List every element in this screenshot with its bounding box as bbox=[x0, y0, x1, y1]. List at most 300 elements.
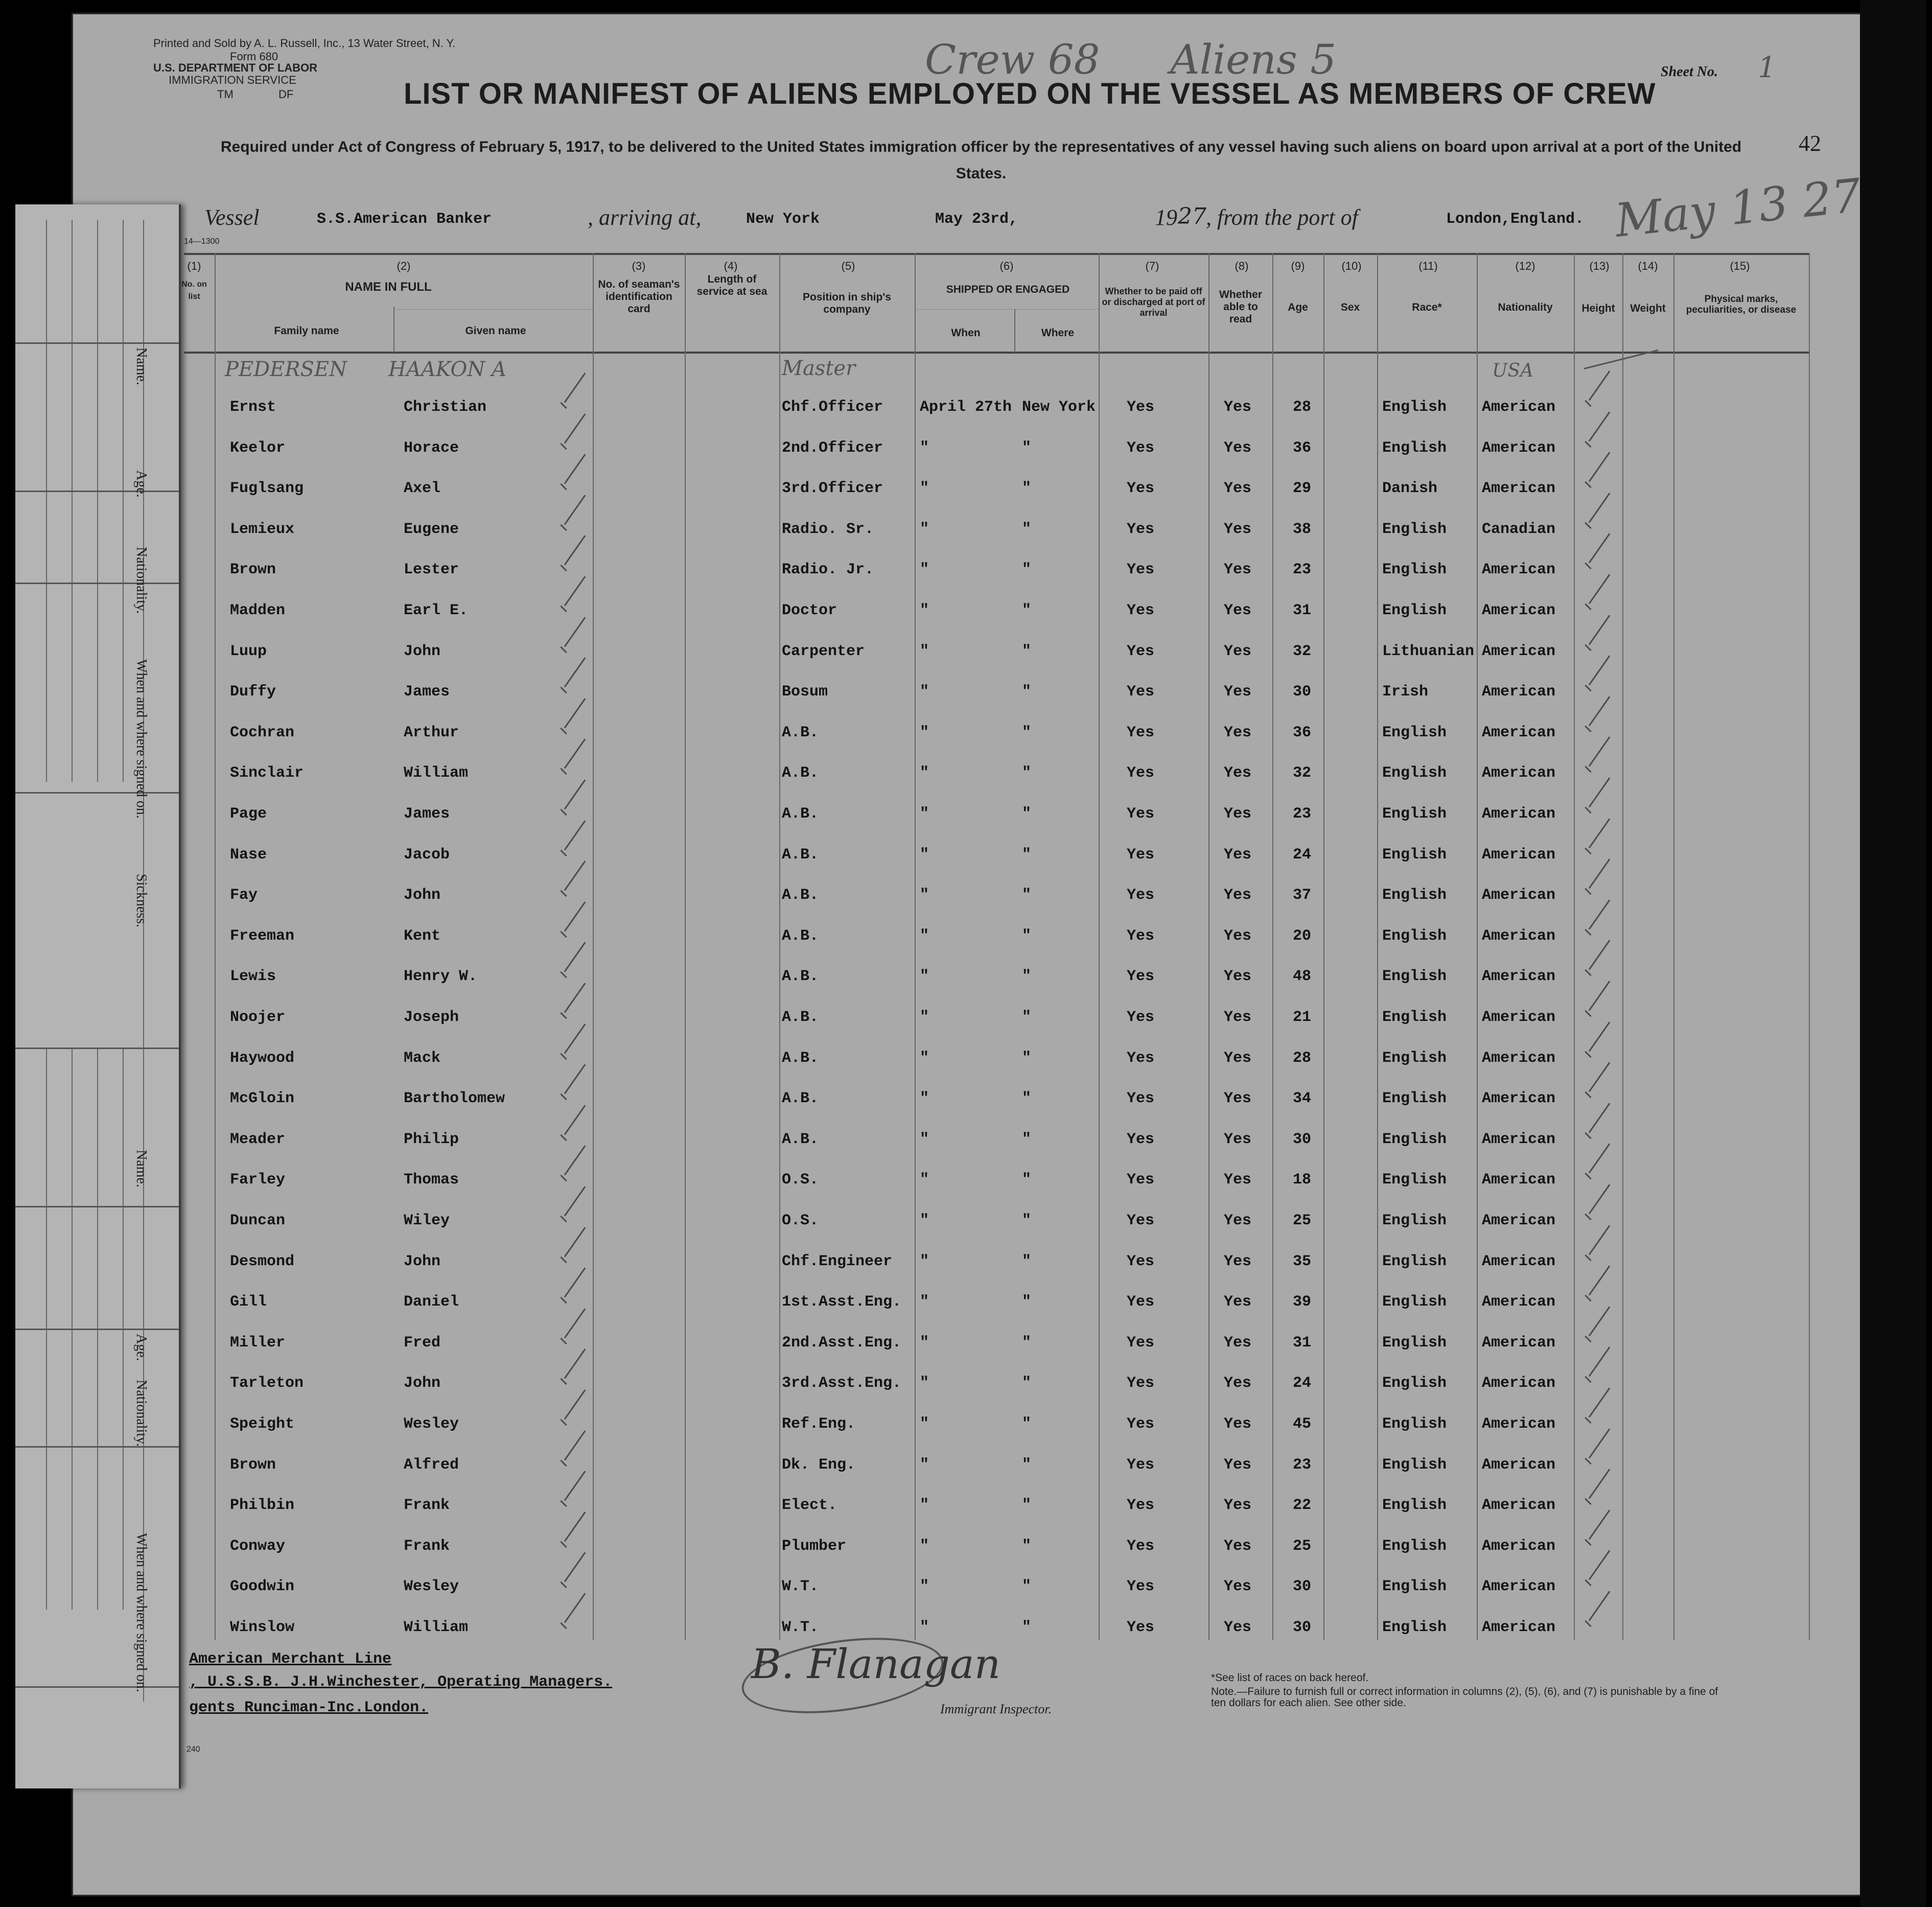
shipped-when: " bbox=[920, 1375, 929, 1392]
position: A.B. bbox=[782, 724, 819, 741]
able-to-read: Yes bbox=[1224, 1334, 1252, 1352]
col-num-10: (10) bbox=[1341, 260, 1362, 272]
given-name: Henry W. bbox=[404, 968, 478, 986]
able-to-read: Yes bbox=[1224, 561, 1252, 579]
col-head-paid-off: Whether to be paid off or discharged at port of arrival bbox=[1102, 286, 1205, 318]
given-name: John bbox=[404, 887, 441, 904]
family-name: Sinclair bbox=[230, 764, 304, 782]
strip-label-signed-on: When and where signed on. bbox=[133, 659, 149, 819]
able-to-read: Yes bbox=[1224, 1293, 1252, 1311]
id-card-check-mark bbox=[560, 799, 590, 822]
family-name: Meader bbox=[230, 1130, 286, 1148]
table-row bbox=[0, 1567, 1809, 1608]
position: Doctor bbox=[782, 602, 837, 619]
strip-label-signed-on-2: When and where signed on. bbox=[133, 1533, 149, 1692]
id-card-check-mark bbox=[560, 1368, 590, 1391]
shipped-when: " bbox=[920, 968, 929, 986]
paid-off: Yes bbox=[1127, 846, 1155, 864]
position: Chf.Engineer bbox=[782, 1252, 893, 1270]
shipped-where: " bbox=[1022, 846, 1032, 864]
id-card-check-mark bbox=[560, 880, 590, 903]
age: 24 bbox=[1293, 846, 1312, 864]
sheet-label: Sheet No. bbox=[1661, 64, 1718, 80]
race: English bbox=[1382, 1293, 1447, 1311]
height-check-mark bbox=[1584, 1366, 1615, 1389]
given-name: John bbox=[404, 1375, 441, 1392]
table-row bbox=[0, 1363, 1809, 1404]
able-to-read: Yes bbox=[1224, 683, 1252, 701]
age: 25 bbox=[1293, 1212, 1312, 1229]
nationality: American bbox=[1482, 1578, 1556, 1596]
nationality: American bbox=[1482, 602, 1556, 619]
col-num-7: (7) bbox=[1145, 260, 1159, 272]
age: 32 bbox=[1293, 642, 1312, 660]
shipped-when: " bbox=[920, 642, 929, 660]
age: 31 bbox=[1293, 602, 1312, 619]
race: English bbox=[1382, 1009, 1447, 1026]
family-name: Page bbox=[230, 805, 267, 823]
nationality: American bbox=[1482, 1252, 1556, 1270]
stamp-left: TM bbox=[217, 88, 234, 101]
col-num-13: (13) bbox=[1589, 260, 1610, 272]
paid-off: Yes bbox=[1127, 1497, 1155, 1515]
paid-off: Yes bbox=[1127, 683, 1155, 701]
able-to-read: Yes bbox=[1224, 1009, 1252, 1026]
table-row bbox=[0, 550, 1809, 591]
shipped-when: " bbox=[920, 1090, 929, 1108]
nationality: American bbox=[1482, 399, 1556, 416]
footer-operating-managers: , U.S.S.B. J.H.Winchester, Operating Managers. bbox=[189, 1673, 613, 1691]
paid-off: Yes bbox=[1127, 1537, 1155, 1555]
paid-off: Yes bbox=[1127, 764, 1155, 782]
service: IMMIGRATION SERVICE bbox=[169, 74, 296, 86]
age: 45 bbox=[1293, 1415, 1312, 1433]
id-card-check-mark bbox=[560, 596, 590, 618]
race: English bbox=[1382, 520, 1447, 538]
age: 39 bbox=[1293, 1293, 1312, 1311]
shipped-where: " bbox=[1022, 887, 1032, 904]
from-port: London,England. bbox=[1446, 211, 1585, 228]
race: English bbox=[1382, 764, 1447, 782]
printer-line: Printed and Sold by A. L. Russell, Inc., 13 Water Street, N. Y. bbox=[153, 37, 456, 50]
height-check-mark bbox=[1584, 1489, 1615, 1511]
race: English bbox=[1382, 1090, 1447, 1108]
age: 23 bbox=[1293, 1456, 1312, 1474]
age: 48 bbox=[1293, 968, 1312, 986]
nationality: American bbox=[1482, 1293, 1556, 1311]
col-head-length-service: Length of service at sea bbox=[696, 273, 767, 297]
footer-code: 240 bbox=[187, 1745, 200, 1754]
family-name: Winslow bbox=[230, 1619, 295, 1636]
paid-off: Yes bbox=[1127, 724, 1155, 741]
family-name: Keelor bbox=[230, 439, 286, 457]
sheet-number: 1 bbox=[1758, 51, 1776, 84]
height-check-mark bbox=[1584, 756, 1615, 779]
id-card-check-mark bbox=[560, 677, 590, 700]
shipped-where: " bbox=[1022, 561, 1032, 579]
height-check-mark bbox=[1584, 716, 1615, 738]
position: A.B. bbox=[782, 927, 819, 945]
nationality: American bbox=[1482, 1619, 1556, 1636]
family-name: Farley bbox=[230, 1171, 286, 1189]
form-number: Form 680 bbox=[230, 50, 278, 63]
position: 2nd.Asst.Eng. bbox=[782, 1334, 902, 1352]
col-head-no-on-list: No. on list bbox=[181, 280, 207, 301]
race: English bbox=[1382, 1375, 1447, 1392]
table-row bbox=[0, 632, 1809, 672]
nationality: American bbox=[1482, 561, 1556, 579]
height-check-mark bbox=[1584, 1245, 1615, 1267]
nationality: American bbox=[1482, 1456, 1556, 1474]
table-row bbox=[0, 875, 1809, 916]
height-check-mark bbox=[1584, 960, 1615, 982]
shipped-where: New York bbox=[1022, 399, 1096, 416]
race: English bbox=[1382, 1171, 1447, 1189]
col-num-11: (11) bbox=[1418, 260, 1438, 272]
id-card-check-mark bbox=[560, 1206, 590, 1228]
given-name: William bbox=[404, 1619, 469, 1636]
table-row bbox=[0, 591, 1809, 632]
height-check-mark bbox=[1584, 878, 1615, 901]
table-row bbox=[0, 1485, 1809, 1526]
given-name: Christian bbox=[404, 399, 487, 416]
able-to-read: Yes bbox=[1224, 724, 1252, 741]
race: English bbox=[1382, 805, 1447, 823]
col-num-15: (15) bbox=[1730, 260, 1750, 272]
col-num-1: (1) bbox=[187, 260, 201, 272]
shipped-where: " bbox=[1022, 1375, 1032, 1392]
shipped-when: " bbox=[920, 1578, 929, 1596]
shipped-where: " bbox=[1022, 1009, 1032, 1026]
age: 34 bbox=[1293, 1090, 1312, 1108]
age: 32 bbox=[1293, 764, 1312, 782]
id-card-check-mark bbox=[560, 921, 590, 944]
nationality: American bbox=[1482, 764, 1556, 782]
height-check-mark bbox=[1584, 919, 1615, 942]
age: 37 bbox=[1293, 887, 1312, 904]
table-row bbox=[0, 672, 1809, 713]
race: English bbox=[1382, 724, 1447, 741]
shipped-when: " bbox=[920, 1171, 929, 1189]
height-check-mark bbox=[1584, 635, 1615, 657]
col-head-race: Race* bbox=[1412, 301, 1442, 313]
able-to-read: Yes bbox=[1224, 1537, 1252, 1555]
master-position: Master bbox=[782, 357, 856, 380]
shipped-where: " bbox=[1022, 1456, 1032, 1474]
nationality: American bbox=[1482, 480, 1556, 498]
id-card-check-mark bbox=[560, 962, 590, 984]
strip-label-age: Age. bbox=[133, 470, 149, 498]
given-name: Bartholomew bbox=[404, 1090, 505, 1108]
paid-off: Yes bbox=[1127, 1293, 1155, 1311]
able-to-read: Yes bbox=[1224, 1049, 1252, 1067]
age: 28 bbox=[1293, 1049, 1312, 1067]
col-head-where: Where bbox=[1041, 327, 1075, 339]
position: 1st.Asst.Eng. bbox=[782, 1293, 902, 1311]
position: 2nd.Officer bbox=[782, 439, 883, 457]
position: Plumber bbox=[782, 1537, 847, 1555]
nationality: American bbox=[1482, 1130, 1556, 1148]
race: English bbox=[1382, 1497, 1447, 1515]
position: Dk. Eng. bbox=[782, 1456, 856, 1474]
form-code: 14—1300 bbox=[184, 237, 220, 246]
table-row bbox=[0, 1120, 1809, 1160]
id-card-check-mark bbox=[560, 515, 590, 537]
given-name: Wesley bbox=[404, 1415, 459, 1433]
shipped-when: " bbox=[920, 1252, 929, 1270]
paid-off: Yes bbox=[1127, 561, 1155, 579]
shipped-where: " bbox=[1022, 1497, 1032, 1515]
position: A.B. bbox=[782, 764, 819, 782]
table-row bbox=[0, 428, 1809, 469]
strip-label-sickness: Sickness. bbox=[133, 874, 149, 927]
nationality: American bbox=[1482, 1171, 1556, 1189]
able-to-read: Yes bbox=[1224, 1375, 1252, 1392]
able-to-read: Yes bbox=[1224, 1497, 1252, 1515]
age: 28 bbox=[1293, 399, 1312, 416]
position: Ref.Eng. bbox=[782, 1415, 856, 1433]
shipped-when: " bbox=[920, 1212, 929, 1229]
shipped-when: " bbox=[920, 887, 929, 904]
able-to-read: Yes bbox=[1224, 1578, 1252, 1596]
family-name: Noojer bbox=[230, 1009, 286, 1026]
id-card-check-mark bbox=[560, 392, 590, 415]
nationality: American bbox=[1482, 1415, 1556, 1433]
col-num-14: (14) bbox=[1638, 260, 1658, 272]
able-to-read: Yes bbox=[1224, 1456, 1252, 1474]
position: A.B. bbox=[782, 846, 819, 864]
paid-off: Yes bbox=[1127, 1334, 1155, 1352]
given-name: James bbox=[404, 683, 450, 701]
table-row bbox=[0, 1445, 1809, 1486]
given-name: Kent bbox=[404, 927, 441, 945]
position: O.S. bbox=[782, 1171, 819, 1189]
handwritten-date: May 13 27 bbox=[1612, 169, 1864, 248]
manifest-title: LIST OR MANIFEST OF ALIENS EMPLOYED ON THE VESSEL AS MEMBERS OF CREW bbox=[404, 77, 1656, 110]
able-to-read: Yes bbox=[1224, 1415, 1252, 1433]
given-name: Jacob bbox=[404, 846, 450, 864]
table-row bbox=[0, 713, 1809, 754]
family-name: Lemieux bbox=[230, 520, 295, 538]
shipped-when: " bbox=[920, 1497, 929, 1515]
col-num-5: (5) bbox=[841, 260, 855, 272]
nationality: American bbox=[1482, 968, 1556, 986]
given-name: William bbox=[404, 764, 469, 782]
col-head-weight: Weight bbox=[1630, 303, 1666, 314]
col-num-6: (6) bbox=[999, 260, 1014, 272]
shipped-when: " bbox=[920, 1415, 929, 1433]
master-given-name: HAAKON A bbox=[388, 358, 506, 381]
col-num-12: (12) bbox=[1515, 260, 1535, 272]
paid-off: Yes bbox=[1127, 1049, 1155, 1067]
given-name: Alfred bbox=[404, 1456, 459, 1474]
shipped-when: " bbox=[920, 561, 929, 579]
age: 24 bbox=[1293, 1375, 1312, 1392]
nationality: American bbox=[1482, 1009, 1556, 1026]
id-card-check-mark bbox=[560, 474, 590, 496]
able-to-read: Yes bbox=[1224, 1090, 1252, 1108]
paid-off: Yes bbox=[1127, 1090, 1155, 1108]
table-row bbox=[0, 1201, 1809, 1242]
race: English bbox=[1382, 1252, 1447, 1270]
shipped-where: " bbox=[1022, 1619, 1032, 1636]
id-card-check-mark bbox=[560, 1491, 590, 1513]
family-name: Duncan bbox=[230, 1212, 286, 1229]
id-card-check-mark bbox=[560, 1409, 590, 1432]
shipped-where: " bbox=[1022, 1415, 1032, 1433]
race: Irish bbox=[1382, 683, 1429, 701]
family-name: Philbin bbox=[230, 1497, 295, 1515]
paid-off: Yes bbox=[1127, 805, 1155, 823]
strip-label-nationality-2: Nationality. bbox=[133, 1380, 149, 1447]
col-head-name-in-full: NAME IN FULL bbox=[345, 280, 432, 294]
table-row bbox=[0, 1282, 1809, 1323]
able-to-read: Yes bbox=[1224, 520, 1252, 538]
family-name: Fay bbox=[230, 887, 258, 904]
height-check-mark bbox=[1584, 1285, 1615, 1308]
shipped-when: " bbox=[920, 1456, 929, 1474]
col-head-able-to-read: Whether able to read bbox=[1219, 289, 1262, 325]
able-to-read: Yes bbox=[1224, 439, 1252, 457]
shipped-where: " bbox=[1022, 683, 1032, 701]
height-check-mark bbox=[1584, 390, 1615, 413]
given-name: Horace bbox=[404, 439, 459, 457]
height-check-mark bbox=[1584, 797, 1615, 820]
age: 30 bbox=[1293, 683, 1312, 701]
family-name: McGloin bbox=[230, 1090, 295, 1108]
shipped-where: " bbox=[1022, 1212, 1032, 1229]
given-name: Thomas bbox=[404, 1171, 459, 1189]
paid-off: Yes bbox=[1127, 887, 1155, 904]
penalty-note: Note.—Failure to furnish full or correct information in columns (2), (5), (6), and (7) is punishable by a fine of ten dollars for each alien. See other side. bbox=[1211, 1686, 1718, 1709]
position: Chf.Officer bbox=[782, 399, 883, 416]
nationality: American bbox=[1482, 642, 1556, 660]
age: 21 bbox=[1293, 1009, 1312, 1026]
paid-off: Yes bbox=[1127, 968, 1155, 986]
strip-label-name-2: Name. bbox=[133, 1150, 149, 1188]
age: 29 bbox=[1293, 480, 1312, 498]
able-to-read: Yes bbox=[1224, 968, 1252, 986]
family-name: Fuglsang bbox=[230, 480, 304, 498]
able-to-read: Yes bbox=[1224, 602, 1252, 619]
paid-off: Yes bbox=[1127, 1456, 1155, 1474]
race: English bbox=[1382, 1049, 1447, 1067]
shipped-when: April 27th bbox=[920, 399, 1012, 416]
table-row bbox=[0, 997, 1809, 1038]
col-num-4: (4) bbox=[724, 260, 738, 272]
table-row bbox=[0, 916, 1809, 957]
age: 23 bbox=[1293, 561, 1312, 579]
height-check-mark bbox=[1584, 1204, 1615, 1226]
nationality: American bbox=[1482, 1497, 1556, 1515]
shipped-when: " bbox=[920, 439, 929, 457]
given-name: Eugene bbox=[404, 520, 459, 538]
nationality: American bbox=[1482, 846, 1556, 864]
given-name: Joseph bbox=[404, 1009, 459, 1026]
shipped-when: " bbox=[920, 1130, 929, 1148]
given-name: Daniel bbox=[404, 1293, 459, 1311]
height-check-mark bbox=[1584, 1163, 1615, 1185]
id-card-check-mark bbox=[560, 1572, 590, 1594]
paid-off: Yes bbox=[1127, 520, 1155, 538]
shipped-where: " bbox=[1022, 602, 1032, 619]
position: A.B. bbox=[782, 1090, 819, 1108]
table-row bbox=[0, 469, 1809, 509]
table-row bbox=[0, 509, 1809, 550]
table-row bbox=[0, 957, 1809, 997]
race: English bbox=[1382, 602, 1447, 619]
race: English bbox=[1382, 887, 1447, 904]
position: A.B. bbox=[782, 968, 819, 986]
family-name: Tarleton bbox=[230, 1375, 304, 1392]
paid-off: Yes bbox=[1127, 602, 1155, 619]
table-row bbox=[0, 753, 1809, 794]
page-number: 42 bbox=[1799, 131, 1821, 156]
col-head-sex: Sex bbox=[1340, 301, 1360, 313]
paid-off: Yes bbox=[1127, 1252, 1155, 1270]
id-card-check-mark bbox=[560, 1450, 590, 1473]
nationality: American bbox=[1482, 1375, 1556, 1392]
given-name: Lester bbox=[404, 561, 459, 579]
able-to-read: Yes bbox=[1224, 1252, 1252, 1270]
family-name: Cochran bbox=[230, 724, 295, 741]
paid-off: Yes bbox=[1127, 1375, 1155, 1392]
footer-line-line: American Merchant Line bbox=[189, 1650, 392, 1668]
id-card-check-mark bbox=[560, 1043, 590, 1066]
given-name: Arthur bbox=[404, 724, 459, 741]
age: 23 bbox=[1293, 805, 1312, 823]
master-family-name: PEDERSEN bbox=[225, 358, 347, 381]
nationality: American bbox=[1482, 724, 1556, 741]
position: O.S. bbox=[782, 1212, 819, 1229]
family-name: Madden bbox=[230, 602, 286, 619]
height-check-mark bbox=[1584, 1407, 1615, 1430]
height-check-mark bbox=[1584, 675, 1615, 697]
shipped-where: " bbox=[1022, 1252, 1032, 1270]
age: 20 bbox=[1293, 927, 1312, 945]
shipped-where: " bbox=[1022, 1049, 1032, 1067]
inspector-label: Immigrant Inspector. bbox=[940, 1702, 1052, 1716]
position: 3rd.Asst.Eng. bbox=[782, 1375, 902, 1392]
age: 22 bbox=[1293, 1497, 1312, 1515]
col-head-given-name: Given name bbox=[465, 325, 526, 337]
race: English bbox=[1382, 846, 1447, 864]
nationality: American bbox=[1482, 927, 1556, 945]
height-check-mark bbox=[1584, 1448, 1615, 1471]
shipped-when: " bbox=[920, 805, 929, 823]
able-to-read: Yes bbox=[1224, 1130, 1252, 1148]
shipped-when: " bbox=[920, 683, 929, 701]
id-card-check-mark bbox=[560, 840, 590, 863]
race: English bbox=[1382, 561, 1447, 579]
nationality: American bbox=[1482, 683, 1556, 701]
height-check-mark bbox=[1584, 513, 1615, 535]
position: A.B. bbox=[782, 1049, 819, 1067]
position: A.B. bbox=[782, 887, 819, 904]
shipped-where: " bbox=[1022, 968, 1032, 986]
height-check-mark bbox=[1584, 1041, 1615, 1064]
given-name: Wesley bbox=[404, 1578, 459, 1596]
shipped-when: " bbox=[920, 520, 929, 538]
family-name: Haywood bbox=[230, 1049, 295, 1067]
height-check-mark bbox=[1584, 472, 1615, 494]
shipped-where: " bbox=[1022, 764, 1032, 782]
given-name: Fred bbox=[404, 1334, 441, 1352]
table-row bbox=[0, 1242, 1809, 1283]
able-to-read: Yes bbox=[1224, 642, 1252, 660]
arrival-date: May 23rd, bbox=[935, 211, 1018, 228]
shipped-where: " bbox=[1022, 724, 1032, 741]
